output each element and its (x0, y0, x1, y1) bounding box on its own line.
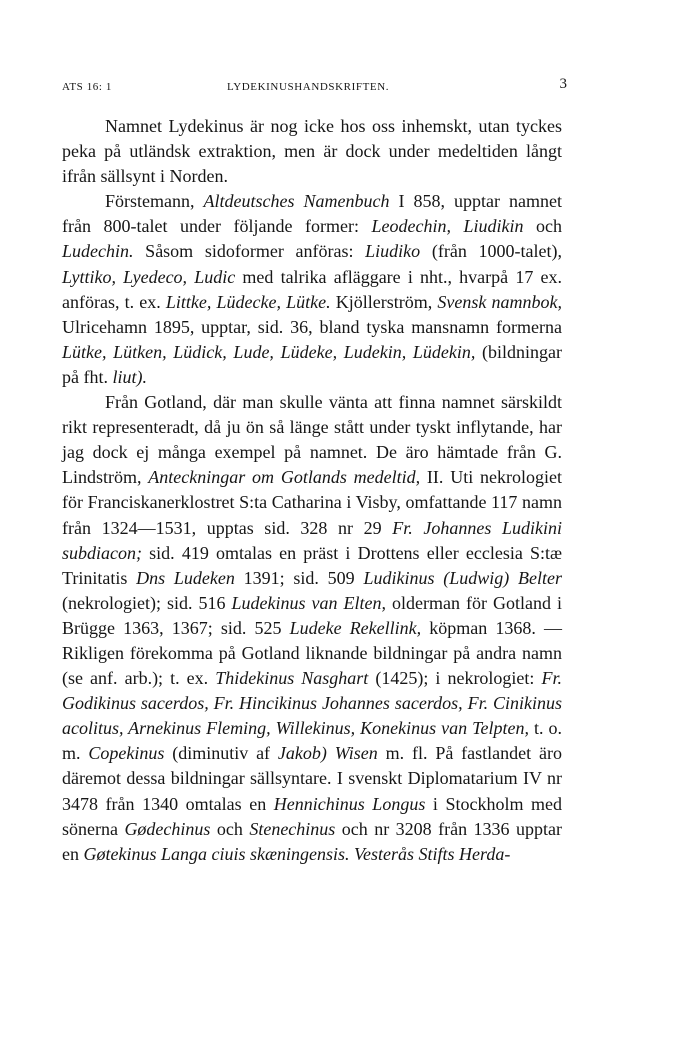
italic-run: Lütke, Lütken, Lüdick, Lude, Lüdeke, Ludekin, Lüdekin, (62, 341, 476, 362)
italic-run: Copekinus (88, 743, 165, 764)
italic-run: Leodechin, Liudikin (371, 216, 524, 237)
running-header (62, 78, 567, 98)
header-title: LYDEKINUSHANDSKRIFTEN. (227, 81, 390, 93)
italic-run: Svensk namnbok, (437, 291, 562, 312)
header-journal-ref: ATS 16: 1 (62, 81, 113, 93)
text-run: Namnet Lydekinus är nog icke hos oss inhemskt, utan tyckes peka på utländsk extraktion, men är dock under medeltiden långt ifrån sällsynt i Norden. (62, 116, 562, 187)
italic-run: Ludikinus (Ludwig) Belter (363, 567, 562, 588)
italic-run: Thidekinus Nasghart (215, 668, 369, 689)
text-run: Från Gotland, där man skulle vänta att finna namnet särskildt rikt representeradt, då ju ön så länge stått under tyskt inflytande, har jag dock ej många exempel på namnet. De äro hämtade från G. Lindström, (62, 392, 562, 488)
text-run: I 858, upptar namnet från 800-talet under följande former: (62, 191, 563, 237)
italic-run: Gøtekinus Langa ciuis skæningensis. (83, 843, 350, 864)
paragraph (62, 114, 562, 189)
italic-run: Dns Ludeken (136, 567, 235, 588)
italic-run: Littke, Lüdecke, Lütke. (165, 291, 331, 312)
text-run: (från 1000-talet), (420, 241, 562, 262)
text-run: i Stockholm med sönerna (62, 793, 563, 839)
text-run: (bildningar på fht. (62, 341, 562, 387)
italic-run: Hennichinus Longus (273, 793, 426, 814)
italic-run: liut). (112, 366, 147, 387)
text-run: m. fl. På fastlandet äro däremot dessa bildningar sällsyntare. I svenskt Diplomatarium IV nr 3478 från 1340 omtalas en (62, 743, 562, 814)
text-run: köpman 1368. — Rikligen förekomma på Gotland liknande bildningar på andra namn (se anf. arb.); t. ex. (62, 617, 563, 689)
body-text (62, 114, 562, 867)
page-number: 3 (559, 76, 567, 92)
text-run: II. Uti nekrologiet för Franciskanerklostret S:ta Catharina i Visby, omfattande 117 namn från 1324—1531, upptas sid. 328 nr 29 (62, 467, 562, 538)
text-run: 1391; sid. 509 (234, 567, 364, 588)
italic-run: Lyttiko, Lyedeco, Ludic (62, 266, 236, 287)
text-run: Kjöllerström, (330, 291, 438, 312)
italic-run: Wisen (334, 743, 378, 764)
text-run: och (210, 818, 250, 839)
italic-run: Fr. Godikinus sacerdos, Fr. Hincikinus Johannes sacerdos, Fr. Cinikinus acolitus, Arnekinus Fleming, Willekinus, Konekinus van Telpten, (62, 668, 562, 739)
text-run: och (523, 216, 563, 237)
italic-run: Stenechinus (249, 818, 336, 839)
italic-run: Ludeke Rekellink, (289, 617, 422, 638)
text-run: Såsom sidoformer anföras: (133, 241, 366, 262)
text-run: Förstemann, (105, 191, 204, 212)
italic-run: Gødechinus (124, 818, 211, 839)
paragraph (62, 390, 562, 867)
text-run: (nekrologiet); sid. 516 (62, 592, 232, 613)
text-run: Ulricehamn 1895, upptar, sid. 36, bland tyska mansnamn formerna (62, 316, 562, 337)
italic-run: Jakob) (277, 743, 327, 764)
text-run: t. o. m. (62, 718, 562, 764)
text-run: och nr 3208 från 1336 upptar en (62, 818, 562, 864)
italic-run: Ludekinus van Elten, (231, 592, 386, 613)
italic-run: Liudiko (365, 241, 421, 262)
text-run: med talrika afläggare i nht., hvarpå 17 ex. anföras, t. ex. (62, 266, 562, 312)
italic-run: Vesterås Stifts Herda- (354, 843, 511, 864)
italic-run: Anteckningar om Gotlands medeltid, (148, 467, 421, 488)
text-run: sid. 419 omtalas en präst i Drottens eller ecclesia S:tæ Trinitatis (62, 542, 562, 588)
text-run: olderman för Gotland i Brügge 1363, 1367; sid. 525 (62, 592, 562, 638)
text-run (327, 743, 335, 763)
text-run: (diminutiv af (164, 743, 278, 764)
italic-run: Fr. Johannes Ludikini subdiacon; (62, 517, 562, 563)
italic-run: Altdeutsches Namenbuch (203, 191, 390, 212)
italic-run: Ludechin. (62, 241, 134, 262)
paragraph (62, 189, 562, 390)
text-run: (1425); i nekrologiet: (368, 668, 542, 689)
